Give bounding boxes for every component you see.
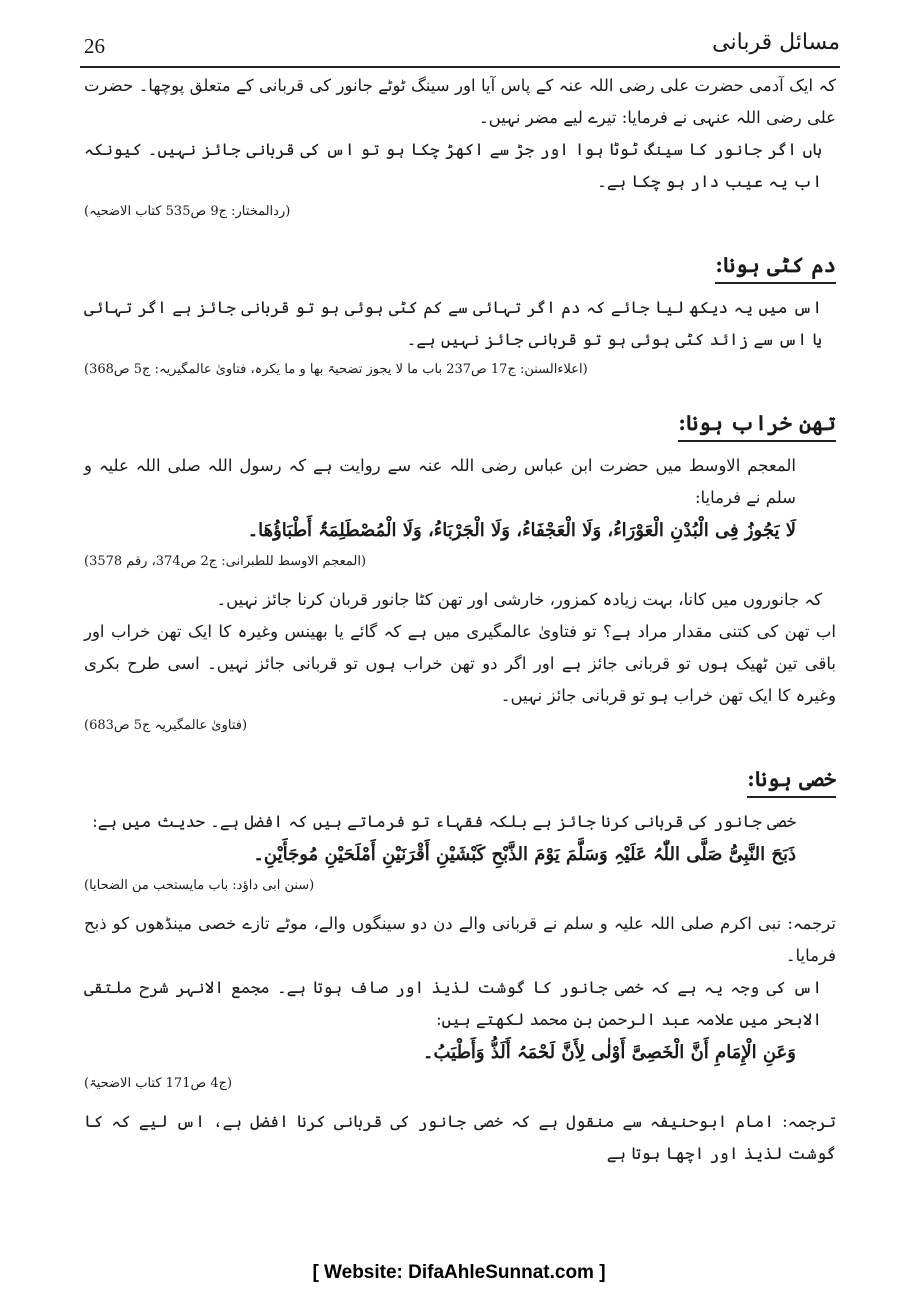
- castrated-translation-2: ترجمہ: امام ابوحنیفہ سے منقول ہے کہ خصی جانور کی قربانی کرنا افضل ہے، اس لیے کہ کا گوشت لذیذ اور اچھا ہوتا ہے: [84, 1112, 836, 1163]
- castrated-paragraph-2: اس کی وجہ یہ ہے کہ خصی جانور کا گوشت لذیذ اور صاف ہوتا ہے۔ مجمع الانہر شرح ملتقی الابحر میں علامہ عبد الرحمن بن محمد لکھتے ہیں:: [84, 978, 822, 1029]
- heading-tail-cut: دم کٹی ہونا:: [715, 250, 836, 284]
- intro-reference: (ردالمختار: ج9 ص535 کتاب الاضحیہ): [84, 204, 291, 219]
- page-body: [84, 70, 836, 1170]
- page-header: [80, 30, 840, 68]
- castrated-paragraph-1: خصی جانور کی قربانی کرنا جائز ہے بلکہ فقہاء تو فرماتے ہیں کہ افضل ہے۔ حدیث میں ہے:: [92, 812, 796, 831]
- castrated-reference-2: (ج4 ص171 کتاب الاضحیۃ): [84, 1076, 233, 1091]
- heading-castrated: خصی ہونا:: [747, 764, 836, 798]
- udder-reference-1: (المعجم الاوسط للطبرانی: ج2 ص374، رقم 3578): [84, 554, 367, 569]
- intro-paragraph-2: ہاں اگر جانور کا سینگ ٹوٹا ہوا اور جڑ سے اکھڑ چکا ہو تو اس کی قربانی جائز نہیں۔ کیونکہ اب یہ عیب دار ہو چکا ہے۔: [84, 140, 822, 191]
- castrated-arabic-hadith: ذَبَحَ النَّبِیُّ صَلَّی اللّٰہُ عَلَیْہِ وَسَلَّمَ یَوْمَ الذَّبْحِ کَبْشَیْنِ أَقْرَنَیْنِ أَمْلَحَیْنِ مُوجَأَیْنِ۔: [253, 844, 796, 865]
- castrated-translation-1: ترجمہ: نبی اکرم صلی اللہ علیہ و سلم نے قربانی والے دن دو سینگوں والے، موٹے تازے خصی مینڈھوں کو ذبح فرمایا۔: [84, 914, 836, 965]
- tail-reference: (اعلاءالسنن: ج17 ص237 باب ما لا یجوز تضحیۃ بھا و ما یکرہ، فتاویٰ عالمگیریہ: ج5 ص368): [84, 362, 588, 377]
- udder-arabic-hadith: لَا یَجُوزُ فِی الْبُدْنِ الْعَوْرَاءُ، وَلَا الْعَجْفَاءُ، وَلَا الْجَرْبَاءُ، وَلَا الْمُصْطَلِمَۃُ أَطْبَاؤُھَا۔: [247, 520, 796, 541]
- castrated-reference-1: (سنن ابی داؤد: باب مایستحب من الضحایا): [84, 878, 315, 893]
- book-title: مسائل قربانی: [712, 30, 840, 55]
- castrated-arabic-quote: وَعَنِ الْإِمَامِ أَنَّ الْخَصِیَّ أَوْلٰی لِأَنَّ لَحْمَہُ أَلَذُّ وَأَطْیَبُ۔: [422, 1042, 796, 1063]
- intro-paragraph-1: کہ ایک آدمی حضرت علی رضی اللہ عنہ کے پاس آیا اور سینگ ٹوٹے جانور کی قربانی کے متعلق پوچھا۔ حضرت علی رضی اللہ عنہی نے فرمایا: تیرے لیے مضر نہیں۔: [84, 76, 836, 127]
- udder-paragraph-2: کہ جانوروں میں کانا، بہت زیادہ کمزور، خارشی اور تھن کٹا جانور قربان کرنا جائز نہیں۔: [216, 590, 822, 609]
- udder-paragraph-1: المعجم الاوسط میں حضرت ابن عباس رضی اللہ عنہ سے روایت ہے کہ رسول اللہ صلی اللہ علیہ و سلم نے فرمایا:: [84, 456, 796, 507]
- heading-udder-damaged: تھن خراب ہونا:: [678, 408, 836, 442]
- udder-reference-2: (فتاویٰ عالمگیریہ ج5 ص683): [84, 718, 248, 733]
- tail-paragraph-1: اس میں یہ دیکھ لیا جائے کہ دم اگر تہائی سے کم کٹی ہوئی ہو تو قربانی جائز ہے اگر تہائی یا اس سے زائد کٹی ہوئی ہو تو قربانی جائز نہیں ہے۔: [84, 298, 822, 349]
- page-number: 26: [84, 34, 105, 58]
- udder-paragraph-3: اب تھن کی کتنی مقدار مراد ہے؟ تو فتاویٰ عالمگیری میں ہے کہ گائے یا بھینس وغیرہ کا ایک تھن خراب اور باقی تین ٹھیک ہوں تو قربانی جائز ہے اور اگر دو تھن خراب ہوں تو قربانی جائز نہیں۔ اسی طرح بکری وغیرہ کا ایک تھن خراب ہو تو قربانی جائز نہیں۔: [84, 622, 836, 705]
- website-footer: [ Website: DifaAhleSunnat.com ]: [312, 1262, 606, 1283]
